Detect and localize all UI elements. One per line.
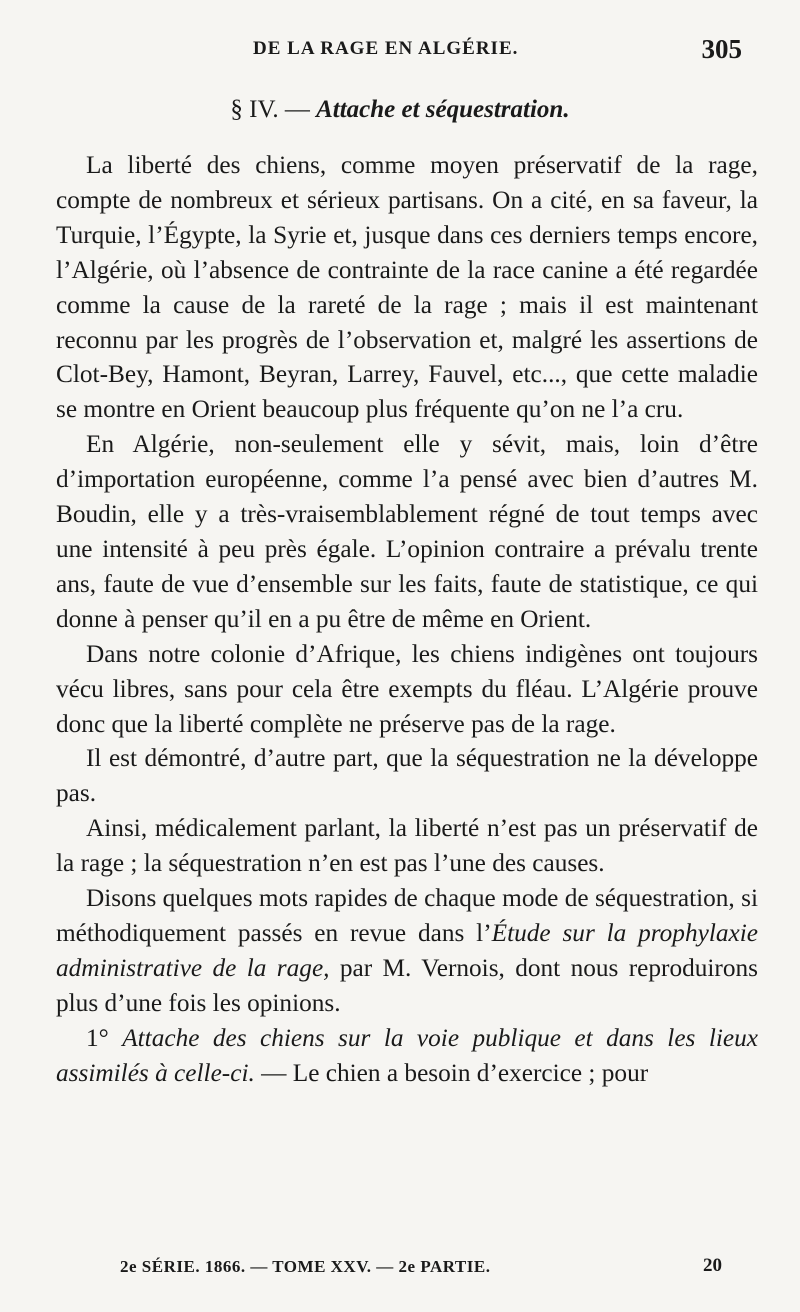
paragraph <box>56 881 758 1021</box>
running-title: DE LA RAGE EN ALGÉRIE. <box>253 38 519 59</box>
running-header <box>58 34 742 70</box>
section-heading <box>0 96 800 124</box>
subsection-title: Attache des chiens sur la voie publique et dans les lieux assimilés à celle-ci. <box>56 1023 758 1087</box>
list-number: 1° <box>86 1023 123 1052</box>
paragraph: Dans notre colonie d’Afrique, les chiens indigènes ont toujours vécu libres, sans pour cela être exempts du fléau. L’Algérie prouve donc que la liberté complète ne préserve pas de la rage. <box>56 639 758 738</box>
paragraph-text: Disons quelques mots rapides de chaque mode de séquestration, si méthodiquement passés en revue dans l’ <box>56 884 758 947</box>
body-text <box>56 148 758 1090</box>
paragraph: Ainsi, médicalement parlant, la liberté n’est pas un préservatif de la rage ; la séquestration n’en est pas l’une des causes. <box>56 814 758 878</box>
page-number: 305 <box>701 34 742 64</box>
paragraph <box>56 1021 758 1091</box>
paragraph-text: par M. Vernois, dont nous reproduirons plus d’une fois les opinions. <box>56 953 758 1017</box>
section-number: § IV. — <box>230 96 317 123</box>
sheet-number: 20 <box>703 1255 722 1276</box>
paragraph: La liberté des chiens, comme moyen préservatif de la rage, compte de nombreux et sérieux partisans. On a cité, en sa faveur, la Turquie, l’Égypte, la Syrie et, jusque dans ces derniers temps encore, l’Algérie, où l’absence de contrainte de la race canine a été regardée comme la cause de la rareté de la rage ; mais il est maintenant reconnu par les progrès de l’observation et, malgré les assertions de Clot-Bey, Hamont, Beyran, Larrey, Fauvel, etc..., que cette maladie se montre en Orient beaucoup plus fréquente qu’on ne l’a cru. <box>56 151 758 424</box>
paragraph: En Algérie, non-seulement elle y sévit, mais, loin d’être d’importation européenne, comme l’a pensé avec bien d’autres M. Boudin, elle y a très-vraisemblablement régné de tout temps avec une intensité à peu près égale. L’opinion contraire a prévalu trente ans, faute de vue d’ensemble sur les faits, faute de statistique, ce qui donne à penser qu’il en a pu être de même en Orient. <box>56 430 758 633</box>
paragraph: Il est démontré, d’autre part, que la séquestration ne la développe pas. <box>56 744 758 808</box>
section-title: Attache et séquestration. <box>316 96 570 123</box>
paragraph-text: — Le chien a besoin d’exercice ; pour <box>254 1058 649 1087</box>
cited-work-title: Étude sur la prophylaxie administrative de la rage, <box>56 918 758 982</box>
page-footer <box>120 1257 722 1287</box>
printer-signature: 2e SÉRIE. 1866. — TOME XXV. — 2e PARTIE. <box>120 1257 491 1276</box>
